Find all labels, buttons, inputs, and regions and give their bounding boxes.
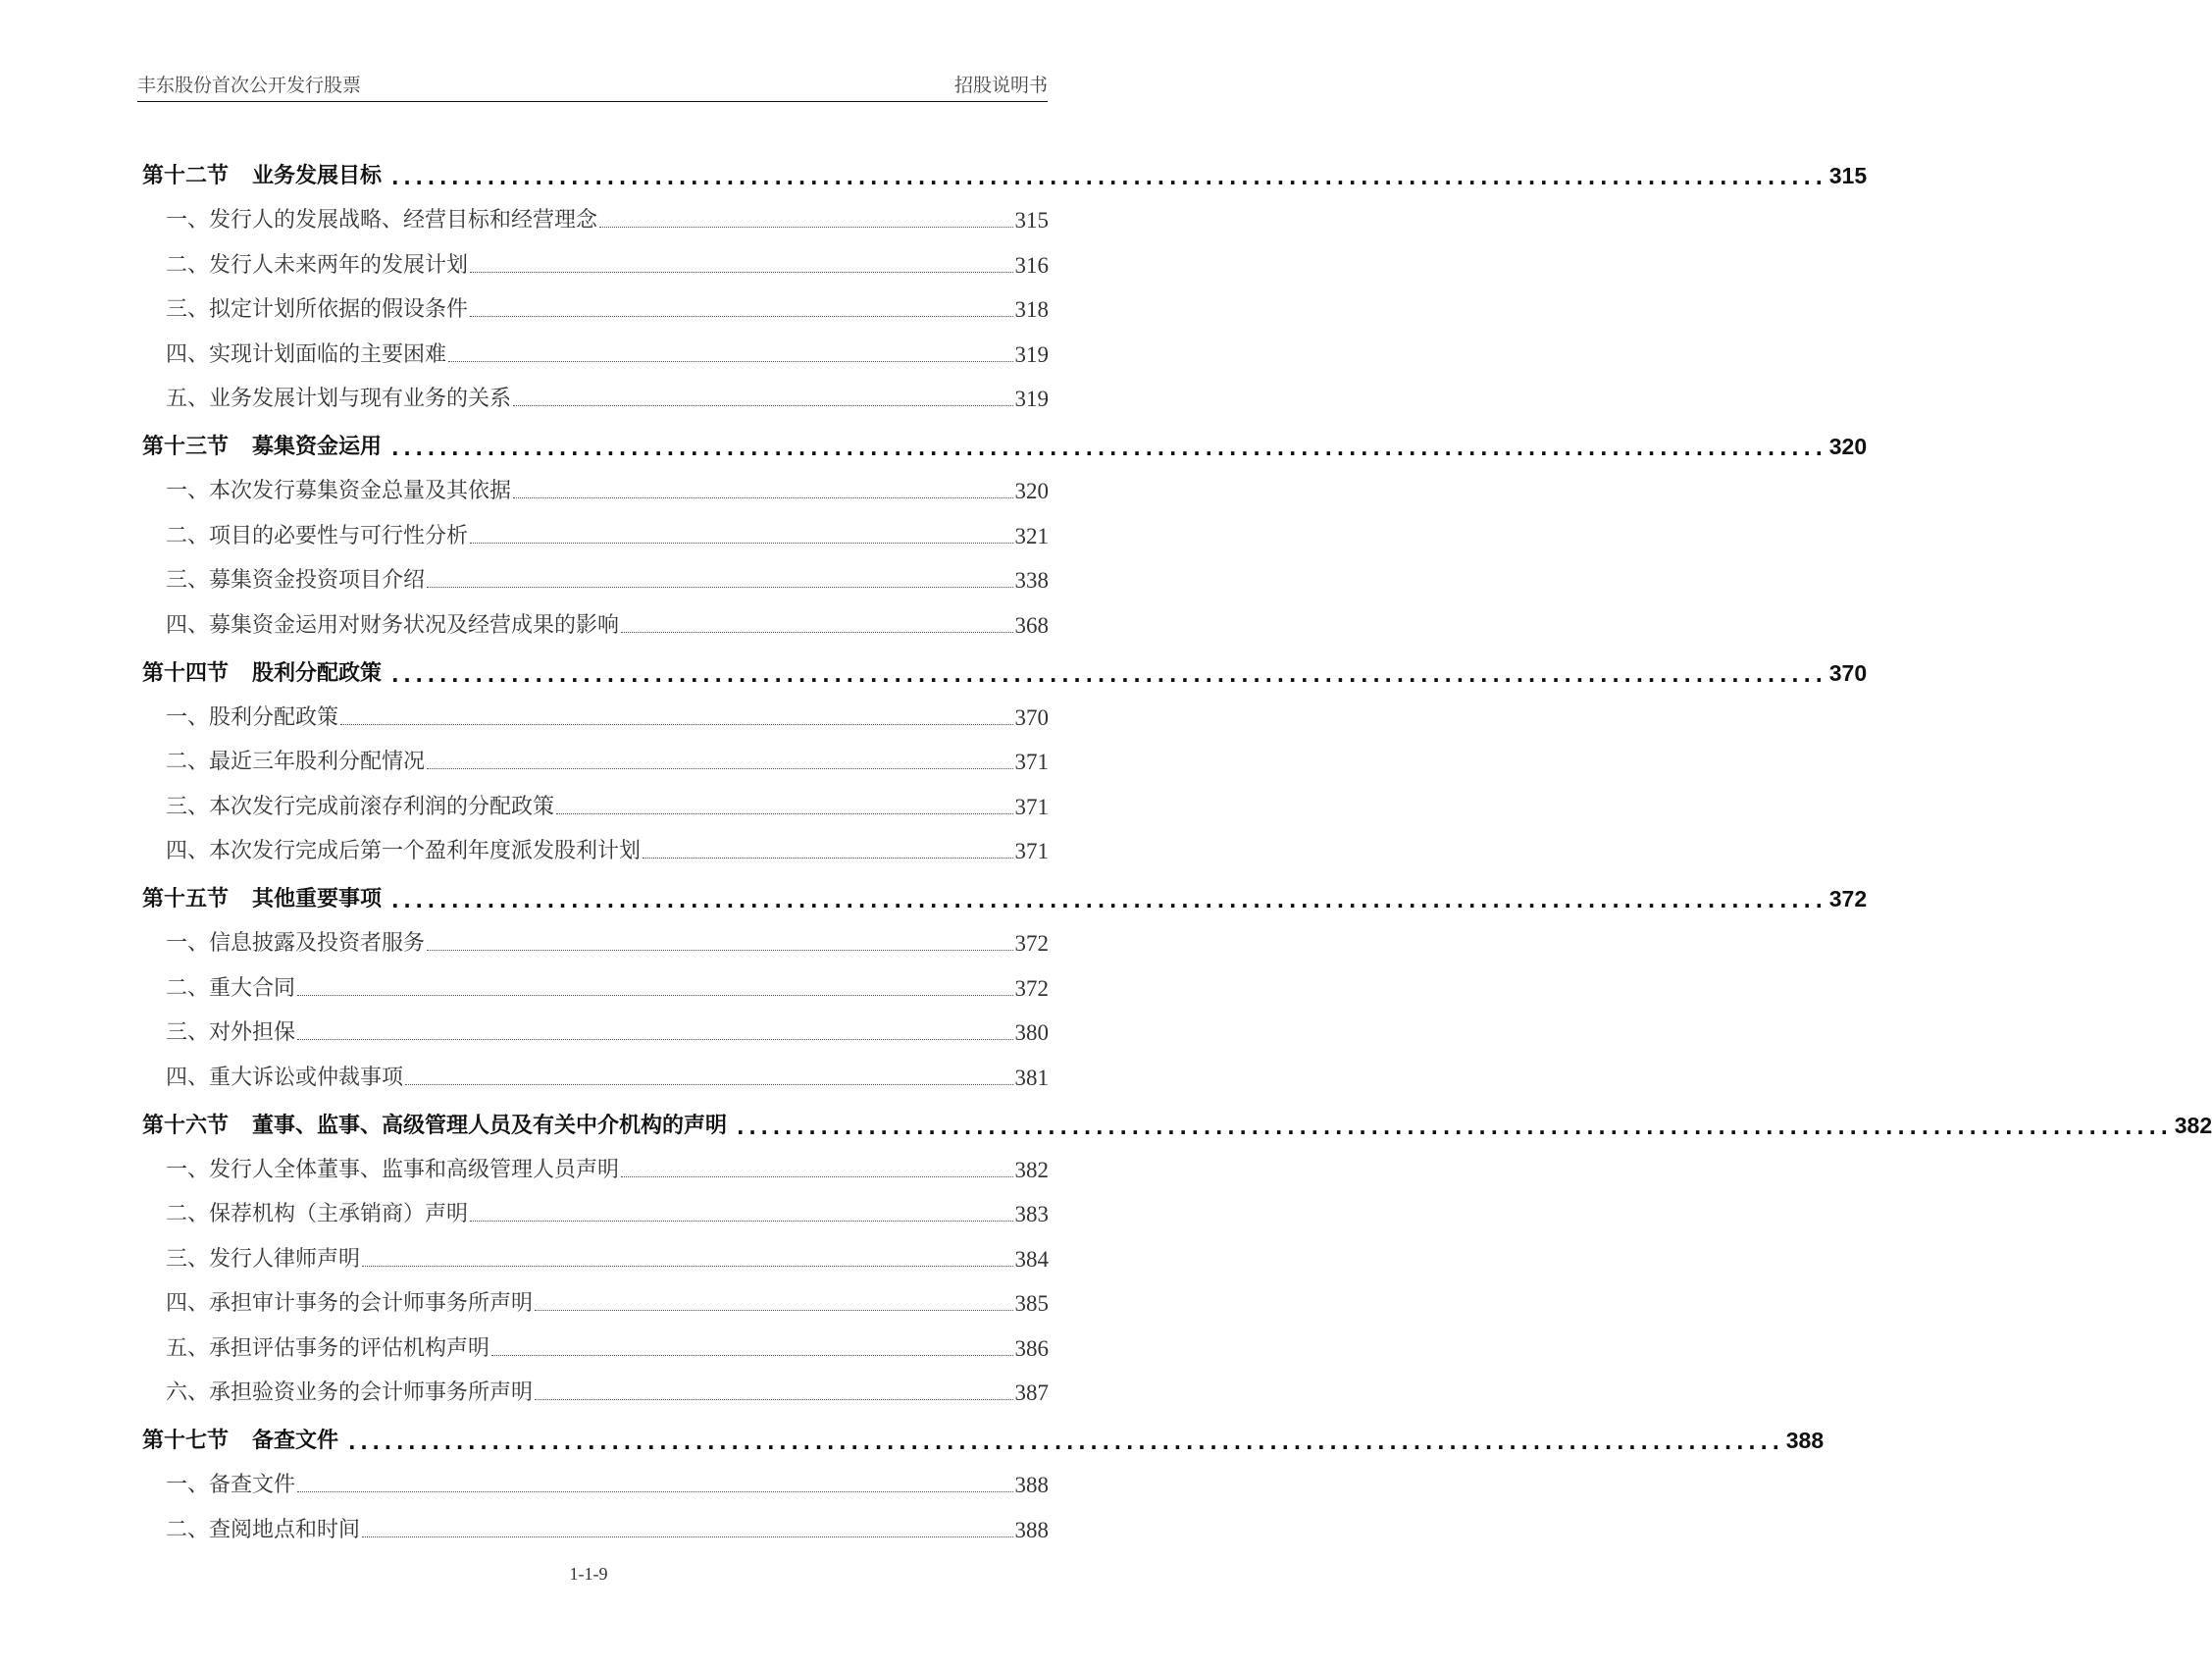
item-page-number: 372 <box>1014 975 1049 1001</box>
section-page-number: 372 <box>1828 886 1868 912</box>
section-number: 第十二节 <box>142 164 230 188</box>
dot-leader: ........................................................................................................................ <box>737 1115 2173 1139</box>
item-page-number: 385 <box>1014 1291 1049 1317</box>
item-label: 四、实现计划面临的主要困难 <box>166 341 447 367</box>
section-label <box>142 656 382 687</box>
item-label: 四、募集资金运用对财务状况及经营成果的影响 <box>166 612 620 638</box>
dot-leader: ........................................................................................................................ <box>348 1430 1784 1454</box>
item-label: 四、本次发行完成后第一个盈利年度派发股利计划 <box>166 839 642 864</box>
toc-item-entry[interactable] <box>142 460 1049 504</box>
item-label: 五、业务发展计划与现有业务的关系 <box>166 386 512 411</box>
item-page-number: 380 <box>1014 1020 1049 1046</box>
item-label: 二、保荐机构（主承销商）声明 <box>166 1202 469 1227</box>
section-label <box>142 159 382 189</box>
item-label: 三、发行人律师声明 <box>166 1246 361 1272</box>
item-page-number: 371 <box>1014 839 1049 864</box>
dot-leader <box>297 994 1012 996</box>
item-label: 二、最近三年股利分配情况 <box>166 750 426 775</box>
toc-item-entry[interactable] <box>142 1183 1049 1227</box>
item-page-number: 371 <box>1014 794 1049 819</box>
toc-item-entry[interactable] <box>142 1139 1049 1183</box>
item-page-number: 381 <box>1014 1065 1049 1090</box>
item-page-number: 371 <box>1014 750 1049 775</box>
toc-section-entry[interactable] <box>142 1095 2212 1139</box>
dot-leader: ........................................................................................................................ <box>391 436 1827 460</box>
dot-leader <box>427 586 1012 588</box>
dot-leader <box>535 1398 1012 1400</box>
dot-leader <box>621 1175 1012 1177</box>
item-label: 一、本次发行募集资金总量及其依据 <box>166 479 512 504</box>
item-label: 一、发行人的发展战略、经营目标和经营理念 <box>166 208 598 234</box>
dot-leader <box>470 542 1012 544</box>
toc-item-entry[interactable] <box>142 1002 1049 1046</box>
toc-section-entry[interactable] <box>142 145 1868 189</box>
item-label: 四、承担审计事务的会计师事务所声明 <box>166 1291 534 1317</box>
item-page-number: 319 <box>1014 386 1049 411</box>
toc-item-entry[interactable] <box>142 368 1049 412</box>
dot-leader <box>643 857 1012 859</box>
dot-leader <box>513 404 1012 406</box>
dot-leader <box>535 1309 1012 1311</box>
section-label <box>142 882 382 912</box>
section-page-number: 382 <box>2174 1112 2212 1138</box>
dot-leader <box>297 1038 1012 1040</box>
toc-item-entry[interactable] <box>142 189 1049 234</box>
item-page-number: 316 <box>1014 252 1049 278</box>
item-page-number: 338 <box>1014 568 1049 594</box>
toc-item-entry[interactable] <box>142 775 1049 819</box>
toc-item-entry[interactable] <box>142 957 1049 1001</box>
item-page-number: 368 <box>1014 612 1049 638</box>
dot-leader <box>491 1354 1012 1356</box>
item-page-number: 318 <box>1014 297 1049 323</box>
dot-leader <box>405 1083 1012 1085</box>
toc-section-entry[interactable] <box>142 1410 1825 1454</box>
toc-item-entry[interactable] <box>142 594 1049 638</box>
section-page-number: 320 <box>1828 433 1868 459</box>
dot-leader <box>340 723 1012 725</box>
item-page-number: 320 <box>1014 479 1049 504</box>
toc-item-entry[interactable] <box>142 912 1049 957</box>
toc-section-entry[interactable] <box>142 868 1868 913</box>
toc-item-entry[interactable] <box>142 323 1049 367</box>
table-of-contents <box>142 145 2212 1543</box>
item-label: 三、募集资金投资项目介绍 <box>166 568 426 594</box>
section-label <box>142 430 382 460</box>
section-title: 备查文件 <box>252 1428 339 1453</box>
item-page-number: 315 <box>1014 208 1049 234</box>
dot-leader <box>599 226 1012 228</box>
dot-leader <box>362 1536 1012 1537</box>
item-label: 三、本次发行完成前滚存利润的分配政策 <box>166 794 555 819</box>
dot-leader: ........................................................................................................................ <box>391 889 1827 913</box>
dot-leader <box>470 271 1012 273</box>
toc-item-entry[interactable] <box>142 1317 1049 1361</box>
section-title: 董事、监事、高级管理人员及有关中介机构的声明 <box>252 1113 728 1138</box>
item-page-number: 384 <box>1014 1246 1049 1272</box>
item-page-number: 321 <box>1014 523 1049 548</box>
toc-item-entry[interactable] <box>142 820 1049 864</box>
dot-leader <box>362 1265 1012 1267</box>
item-page-number: 370 <box>1014 704 1049 730</box>
toc-section-entry[interactable] <box>142 643 1868 687</box>
section-page-number: 315 <box>1828 163 1868 188</box>
item-label: 六、承担验资业务的会计师事务所声明 <box>166 1380 534 1405</box>
dot-leader <box>513 496 1012 498</box>
dot-leader <box>556 812 1012 814</box>
page-header <box>137 71 1048 102</box>
item-label: 二、项目的必要性与可行性分析 <box>166 523 469 548</box>
item-label: 二、查阅地点和时间 <box>166 1517 361 1542</box>
item-page-number: 372 <box>1014 931 1049 957</box>
header-document-type: 招股说明书 <box>953 75 1048 96</box>
item-page-number: 387 <box>1014 1380 1049 1405</box>
dot-leader <box>297 1490 1012 1492</box>
section-label <box>142 1109 727 1139</box>
toc-item-entry[interactable] <box>142 279 1049 323</box>
toc-item-entry[interactable] <box>142 1046 1049 1090</box>
toc-item-entry[interactable] <box>142 1362 1049 1406</box>
toc-item-entry[interactable] <box>142 1273 1049 1317</box>
dot-leader: ........................................................................................................................ <box>391 662 1827 687</box>
item-label: 四、重大诉讼或仲裁事项 <box>166 1065 404 1090</box>
item-page-number: 388 <box>1014 1473 1049 1498</box>
toc-item-entry[interactable] <box>142 1227 1049 1272</box>
section-number: 第十三节 <box>142 434 230 459</box>
item-label: 一、股利分配政策 <box>166 704 339 730</box>
section-number: 第十四节 <box>142 660 230 686</box>
dot-leader <box>470 1220 1012 1222</box>
item-label: 二、发行人未来两年的发展计划 <box>166 252 469 278</box>
toc-section-entry[interactable] <box>142 416 1868 460</box>
item-label: 二、重大合同 <box>166 975 296 1001</box>
item-label: 一、信息披露及投资者服务 <box>166 931 426 957</box>
section-page-number: 388 <box>1785 1427 1825 1453</box>
toc-item-entry[interactable] <box>142 687 1049 731</box>
section-number: 第十七节 <box>142 1428 230 1453</box>
dot-leader: ........................................................................................................................ <box>391 166 1827 189</box>
item-page-number: 388 <box>1014 1517 1049 1542</box>
section-title: 其他重要事项 <box>252 887 383 912</box>
toc-item-entry[interactable] <box>142 504 1049 548</box>
section-number: 第十六节 <box>142 1113 230 1138</box>
item-label: 三、拟定计划所依据的假设条件 <box>166 297 469 323</box>
section-title: 募集资金运用 <box>252 434 383 459</box>
dot-leader <box>427 767 1012 769</box>
dot-leader <box>448 360 1012 362</box>
dot-leader <box>621 631 1012 633</box>
item-label: 五、承担评估事务的评估机构声明 <box>166 1335 490 1361</box>
toc-item-entry[interactable] <box>142 234 1049 278</box>
dot-leader <box>470 315 1012 317</box>
item-label: 一、备查文件 <box>166 1473 296 1498</box>
header-document-title: 丰东股份首次公开发行股票 <box>137 75 362 96</box>
item-page-number: 386 <box>1014 1335 1049 1361</box>
item-page-number: 319 <box>1014 341 1049 367</box>
toc-item-entry[interactable] <box>142 549 1049 594</box>
dot-leader <box>427 949 1012 951</box>
section-title: 股利分配政策 <box>252 660 383 686</box>
item-page-number: 383 <box>1014 1202 1049 1227</box>
section-number: 第十五节 <box>142 887 230 912</box>
toc-item-entry[interactable] <box>142 1498 1049 1542</box>
section-label <box>142 1424 338 1454</box>
toc-item-entry[interactable] <box>142 731 1049 775</box>
item-label: 一、发行人全体董事、监事和高级管理人员声明 <box>166 1158 620 1183</box>
toc-item-entry[interactable] <box>142 1454 1049 1498</box>
section-title: 业务发展目标 <box>252 164 383 188</box>
page-number: 1-1-9 <box>569 1564 608 1584</box>
item-page-number: 382 <box>1014 1158 1049 1183</box>
section-page-number: 370 <box>1828 659 1868 686</box>
item-label: 三、对外担保 <box>166 1020 296 1046</box>
